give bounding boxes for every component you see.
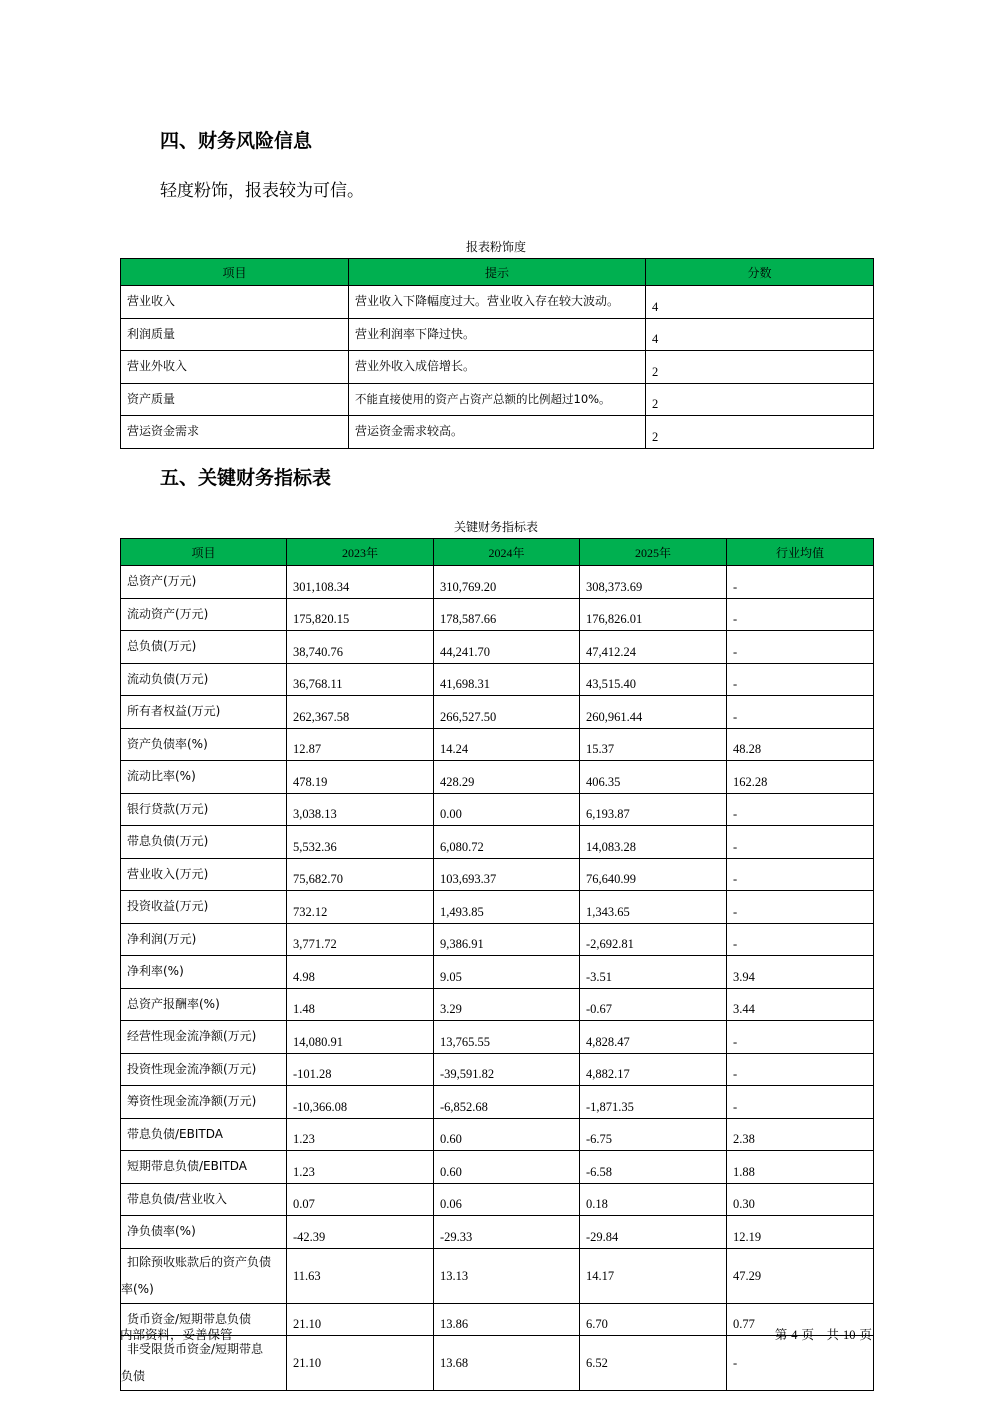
value-2025: 4,882.17 (580, 1053, 727, 1086)
section-title-risk: 四、财务风险信息 (160, 130, 313, 152)
value-2025: 4,828.47 (580, 1021, 727, 1054)
value-2025: -0.67 (580, 988, 727, 1021)
table-row (121, 286, 874, 319)
value-2023: 21.10 (287, 1336, 434, 1391)
value-2024: 0.00 (434, 793, 580, 826)
value-2023: 38,740.76 (287, 631, 434, 664)
value-2024: 178,587.66 (434, 598, 580, 631)
table-row (121, 1151, 874, 1184)
table-row (121, 891, 874, 924)
value-industry-average: - (727, 598, 874, 631)
value-2025: -2,692.81 (580, 923, 727, 956)
row-item: 营业收入(万元) (121, 858, 287, 891)
row-item: 筹资性现金流净额(万元) (121, 1086, 287, 1119)
value-industry-average: - (727, 663, 874, 696)
value-2023: 5,532.36 (287, 826, 434, 859)
row-item: 经营性现金流净额(万元) (121, 1021, 287, 1054)
row-score: 4 (646, 318, 874, 351)
column-header-2023: 2023年 (287, 539, 434, 566)
row-item-line1: 非受限货币资金/短期带息 (127, 1342, 264, 1356)
row-item-line1: 扣除预收账款后的资产负债 (127, 1254, 272, 1269)
row-item: 所有者权益(万元) (121, 696, 287, 729)
table-row (121, 383, 874, 416)
value-industry-average: - (727, 566, 874, 599)
value-2025: 1,343.65 (580, 891, 727, 924)
table-caption-indicators: 关键财务指标表 (453, 520, 538, 534)
value-2023: 75,682.70 (287, 858, 434, 891)
value-industry-average: - (727, 1086, 874, 1119)
page-current: 4 (791, 1328, 798, 1342)
page-total: 10 (843, 1328, 856, 1342)
value-industry-average: - (727, 891, 874, 924)
value-2024: 13,765.55 (434, 1021, 580, 1054)
value-2024: 13.13 (434, 1248, 580, 1303)
value-2024: 3.29 (434, 988, 580, 1021)
value-2024: 266,527.50 (434, 696, 580, 729)
value-industry-average: 2.38 (727, 1118, 874, 1151)
row-item (121, 1248, 287, 1303)
table-row (121, 696, 874, 729)
row-item: 短期带息负债/EBITDA (121, 1151, 287, 1184)
row-hint: 营业外收入成倍增长。 (349, 351, 646, 384)
table-row (121, 1336, 874, 1391)
value-industry-average: - (727, 1053, 874, 1086)
column-header-2025: 2025年 (580, 539, 727, 566)
row-hint: 营业利润率下降过快。 (349, 318, 646, 351)
table-row (121, 1248, 874, 1303)
row-item: 净利润(万元) (121, 923, 287, 956)
table-row (121, 318, 874, 351)
row-item: 投资收益(万元) (121, 891, 287, 924)
value-2024: 0.06 (434, 1183, 580, 1216)
row-item: 投资性现金流净额(万元) (121, 1053, 287, 1086)
row-hint: 营业收入下降幅度过大。营业收入存在较大波动。 (349, 286, 646, 319)
value-2024: -39,591.82 (434, 1053, 580, 1086)
table-row (121, 1216, 874, 1249)
value-2025: 47,412.24 (580, 631, 727, 664)
value-2023: 478.19 (287, 761, 434, 794)
value-2024: 0.60 (434, 1118, 580, 1151)
value-2023: 1.23 (287, 1118, 434, 1151)
value-industry-average: - (727, 631, 874, 664)
column-header-hint: 提示 (349, 259, 646, 286)
value-2024: 9,386.91 (434, 923, 580, 956)
row-item-line2: 率(%) (121, 1281, 154, 1296)
value-industry-average: - (727, 793, 874, 826)
value-2023: 3,038.13 (287, 793, 434, 826)
row-item: 流动比率(%) (121, 761, 287, 794)
row-item: 带息负债/营业收入 (121, 1183, 287, 1216)
value-2024: 13.68 (434, 1336, 580, 1391)
section-title-indicators: 五、关键财务指标表 (160, 467, 332, 489)
row-item: 资产质量 (121, 383, 349, 416)
value-2024: 6,080.72 (434, 826, 580, 859)
row-item: 营业收入 (121, 286, 349, 319)
value-industry-average: - (727, 1021, 874, 1054)
value-industry-average: - (727, 696, 874, 729)
row-item: 资产负债率(%) (121, 728, 287, 761)
value-2025: 6.70 (580, 1303, 727, 1336)
value-2025: 0.18 (580, 1183, 727, 1216)
row-item: 带息负债(万元) (121, 826, 287, 859)
value-2024: 9.05 (434, 956, 580, 989)
value-2023: 36,768.11 (287, 663, 434, 696)
value-2025: 14,083.28 (580, 826, 727, 859)
value-2023: 0.07 (287, 1183, 434, 1216)
table-row (121, 793, 874, 826)
table-row (121, 1086, 874, 1119)
page-mid: 页 共 (801, 1327, 840, 1342)
value-2023: 3,771.72 (287, 923, 434, 956)
value-2024: 14.24 (434, 728, 580, 761)
value-2025: 406.35 (580, 761, 727, 794)
value-2025: -6.58 (580, 1151, 727, 1184)
page-prefix: 第 (774, 1327, 788, 1342)
row-hint: 不能直接使用的资产占资产总额的比例超过10%。 (349, 383, 646, 416)
value-2025: 43,515.40 (580, 663, 727, 696)
table-row (121, 988, 874, 1021)
table-caption-whitewash: 报表粉饰度 (465, 240, 526, 254)
value-2024: 1,493.85 (434, 891, 580, 924)
value-industry-average: 0.30 (727, 1183, 874, 1216)
value-2023: 262,367.58 (287, 696, 434, 729)
value-2023: -42.39 (287, 1216, 434, 1249)
value-2024: 41,698.31 (434, 663, 580, 696)
table-row (121, 761, 874, 794)
table-row (121, 1021, 874, 1054)
value-industry-average: 1.88 (727, 1151, 874, 1184)
value-2025: -3.51 (580, 956, 727, 989)
column-header-item: 项目 (121, 259, 349, 286)
column-header-2024: 2024年 (434, 539, 580, 566)
table-row (121, 956, 874, 989)
value-2024: 310,769.20 (434, 566, 580, 599)
table-row (121, 858, 874, 891)
table-row (121, 566, 874, 599)
table-row (121, 923, 874, 956)
value-2023: 1.48 (287, 988, 434, 1021)
value-2023: 4.98 (287, 956, 434, 989)
value-2025: 14.17 (580, 1248, 727, 1303)
row-item: 净负债率(%) (121, 1216, 287, 1249)
risk-summary: 轻度粉饰，报表较为可信。 (160, 181, 364, 201)
row-item: 营业外收入 (121, 351, 349, 384)
value-industry-average: 3.94 (727, 956, 874, 989)
table-row (121, 1303, 874, 1336)
table-row (121, 1183, 874, 1216)
row-item: 货币资金/短期带息负债 (121, 1303, 287, 1336)
value-2023: 175,820.15 (287, 598, 434, 631)
table-row (121, 351, 874, 384)
row-item: 流动资产(万元) (121, 598, 287, 631)
row-item: 带息负债/EBITDA (121, 1118, 287, 1151)
row-item: 银行贷款(万元) (121, 793, 287, 826)
value-industry-average: 12.19 (727, 1216, 874, 1249)
row-score: 2 (646, 416, 874, 449)
table-row (121, 1118, 874, 1151)
value-2023: 12.87 (287, 728, 434, 761)
value-2025: 176,826.01 (580, 598, 727, 631)
row-score: 4 (646, 286, 874, 319)
value-industry-average: - (727, 1336, 874, 1391)
value-2024: 44,241.70 (434, 631, 580, 664)
value-2025: -29.84 (580, 1216, 727, 1249)
value-2024: 103,693.37 (434, 858, 580, 891)
row-score: 2 (646, 383, 874, 416)
table-row (121, 728, 874, 761)
value-2024: -6,852.68 (434, 1086, 580, 1119)
value-2023: -10,366.08 (287, 1086, 434, 1119)
value-2025: 308,373.69 (580, 566, 727, 599)
value-2025: 6.52 (580, 1336, 727, 1391)
column-header-industry-average: 行业均值 (727, 539, 874, 566)
value-2024: 0.60 (434, 1151, 580, 1184)
value-2023: 732.12 (287, 891, 434, 924)
value-2025: 6,193.87 (580, 793, 727, 826)
value-2025: 76,640.99 (580, 858, 727, 891)
row-item: 总资产(万元) (121, 566, 287, 599)
indicators-table (120, 538, 874, 1391)
table-row (121, 416, 874, 449)
value-industry-average: - (727, 858, 874, 891)
value-industry-average: 48.28 (727, 728, 874, 761)
table-row (121, 598, 874, 631)
row-item: 营运资金需求 (121, 416, 349, 449)
value-2023: 21.10 (287, 1303, 434, 1336)
value-industry-average: 0.77 (727, 1303, 874, 1336)
column-header-item: 项目 (121, 539, 287, 566)
value-industry-average: 47.29 (727, 1248, 874, 1303)
row-item: 净利率(%) (121, 956, 287, 989)
value-2023: -101.28 (287, 1053, 434, 1086)
row-item: 总资产报酬率(%) (121, 988, 287, 1021)
value-industry-average: - (727, 826, 874, 859)
row-item (121, 1336, 287, 1391)
column-header-score: 分数 (646, 259, 874, 286)
value-2023: 11.63 (287, 1248, 434, 1303)
table-row (121, 631, 874, 664)
value-2024: 428.29 (434, 761, 580, 794)
value-2023: 301,108.34 (287, 566, 434, 599)
value-2023: 1.23 (287, 1151, 434, 1184)
table-row (121, 663, 874, 696)
row-item: 利润质量 (121, 318, 349, 351)
footer-confidential: 内部资料，妥善保管 (120, 1327, 233, 1342)
value-2023: 14,080.91 (287, 1021, 434, 1054)
table-row (121, 1053, 874, 1086)
value-2024: -29.33 (434, 1216, 580, 1249)
row-score: 2 (646, 351, 874, 384)
page-suffix: 页 (859, 1327, 872, 1342)
row-item: 流动负债(万元) (121, 663, 287, 696)
table-row (121, 826, 874, 859)
row-item-line2: 负债 (121, 1369, 146, 1383)
value-2025: -6.75 (580, 1118, 727, 1151)
value-industry-average: - (727, 923, 874, 956)
value-2024: 13.86 (434, 1303, 580, 1336)
row-item: 总负债(万元) (121, 631, 287, 664)
value-2025: 15.37 (580, 728, 727, 761)
row-hint: 营运资金需求较高。 (349, 416, 646, 449)
value-industry-average: 162.28 (727, 761, 874, 794)
footer-page-number (775, 1325, 872, 1343)
whitewash-table (120, 258, 874, 449)
value-industry-average: 3.44 (727, 988, 874, 1021)
value-2025: -1,871.35 (580, 1086, 727, 1119)
value-2025: 260,961.44 (580, 696, 727, 729)
